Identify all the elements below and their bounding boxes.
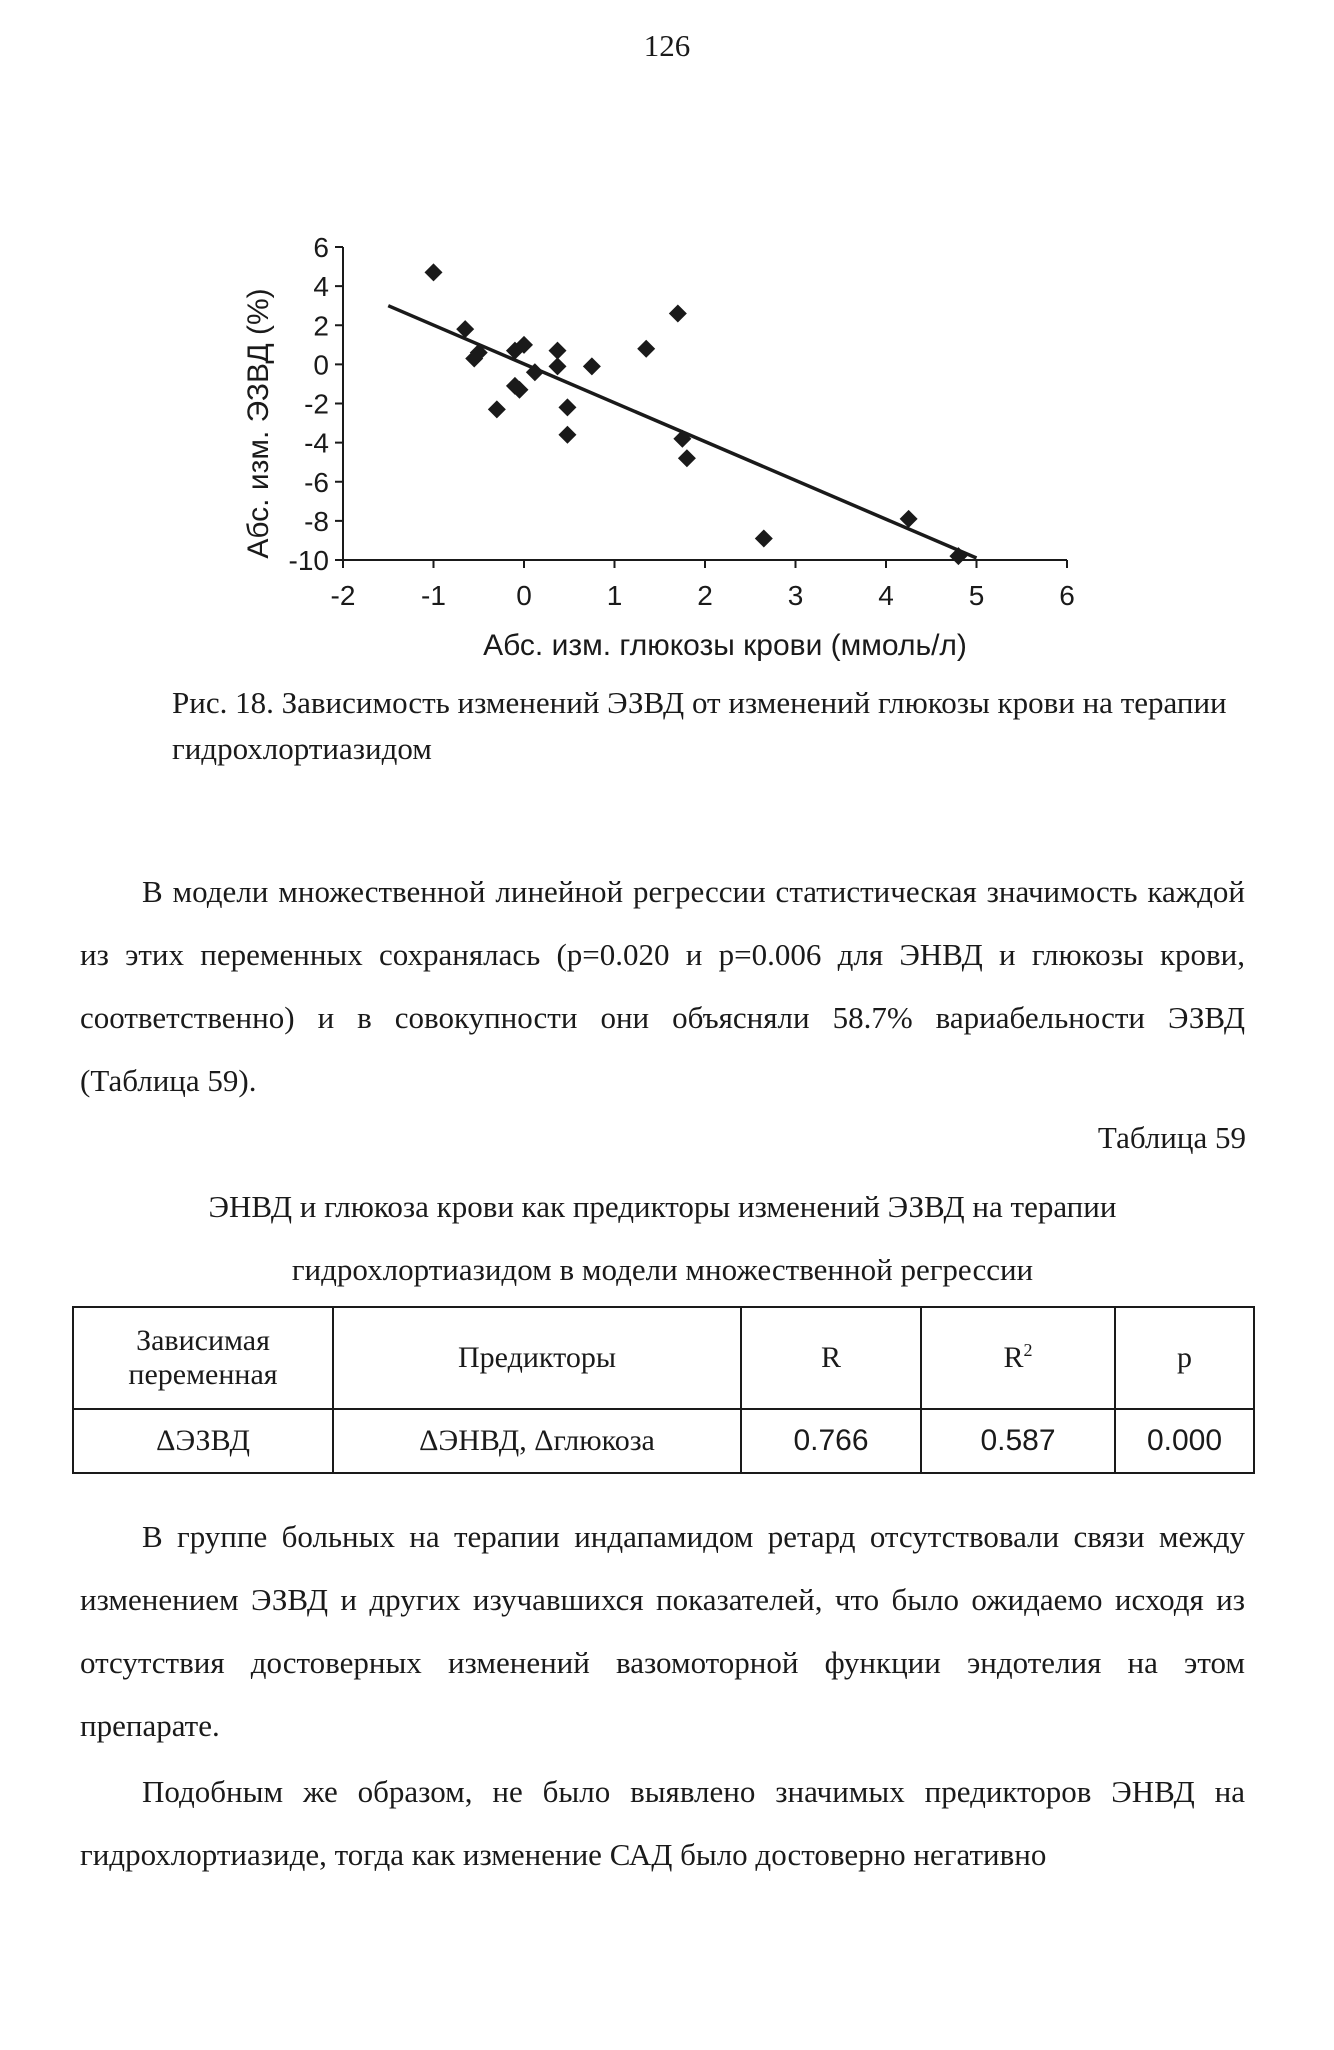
header-predictors: Предикторы — [333, 1307, 741, 1409]
y-tick-label: 2 — [313, 310, 329, 342]
y-tick-label: -8 — [304, 505, 329, 537]
y-tick-label: -6 — [304, 466, 329, 498]
data-point — [548, 357, 566, 375]
data-point — [637, 340, 655, 358]
y-tick-label: 6 — [313, 232, 329, 263]
paragraph-regression: В модели множественной линейной регрессии статистическая значимость каждой из этих переменных сохранялась (p=0.020 и p=0.006 для ЭНВД и глюкозы крови, соответственно) и в совокупности они объясняли 58.7% вариабельности ЭЗВД (Таблица 59). — [80, 874, 1245, 1098]
y-tick-label: -10 — [288, 545, 329, 576]
data-point — [669, 305, 687, 323]
cell-predictors: ΔЭНВД, Δглюкоза — [333, 1409, 741, 1473]
x-tick-label: 6 — [1059, 580, 1075, 611]
table-label: Таблица 59 — [1097, 1120, 1246, 1155]
cell-p: 0.000 — [1115, 1409, 1254, 1473]
y-tick-label: -4 — [304, 427, 329, 459]
x-axis-label: Абс. изм. глюкозы крови (ммоль/л) — [483, 629, 967, 662]
data-point — [755, 529, 773, 547]
x-tick-label: -2 — [330, 580, 356, 611]
figure-caption: Рис. 18. Зависимость изменений ЭЗВД от изменений глюкозы крови на терапии гидрохлортиазидом — [172, 685, 1227, 766]
x-tick-label: 5 — [968, 580, 985, 611]
table-header-row — [73, 1307, 1254, 1409]
table-row — [73, 1409, 1254, 1473]
y-tick-label: 4 — [313, 271, 329, 303]
x-tick-label: 0 — [516, 580, 532, 611]
y-tick-label: 0 — [313, 349, 329, 381]
results-table — [72, 1306, 1255, 1474]
data-point — [548, 342, 566, 360]
header-r2 — [921, 1307, 1115, 1409]
header-r2-base: R — [1003, 1341, 1024, 1374]
header-r2-sup: 2 — [1023, 1340, 1033, 1360]
x-tick-label: 4 — [878, 580, 894, 611]
paragraph-hydrochlorothiazide: Подобным же образом, не было выявлено значимых предикторов ЭНВД на гидрохлортиазиде, тогда как изменение САД было достоверно негативно — [80, 1774, 1245, 1872]
header-dependent: Зависимая переменная — [73, 1307, 333, 1409]
y-axis-label: Абс. изм. ЭЗВД (%) — [242, 288, 275, 559]
y-tick-label: -2 — [304, 388, 329, 420]
chart-axes — [335, 247, 1067, 568]
header-r: R — [741, 1307, 921, 1409]
cell-dependent: ΔЭЗВД — [73, 1409, 333, 1473]
data-point — [583, 357, 601, 375]
table-title: ЭНВД и глюкоза крови как предикторы изменений ЭЗВД на терапии гидрохлортиазидом в модели множественной регрессии — [208, 1189, 1117, 1287]
x-tick-label: 1 — [606, 580, 623, 611]
cell-r: 0.766 — [741, 1409, 921, 1473]
cell-r2: 0.587 — [921, 1409, 1115, 1473]
x-tick-label: -1 — [421, 580, 446, 611]
header-p: p — [1115, 1307, 1254, 1409]
data-point — [488, 400, 506, 418]
data-point — [949, 547, 967, 565]
page-number: 126 — [643, 28, 691, 63]
scatter-chart — [230, 225, 1110, 665]
x-tick-label: 2 — [697, 580, 713, 611]
data-point — [678, 449, 696, 467]
data-point — [558, 426, 576, 444]
paragraph-indapamide: В группе больных на терапии индапамидом ретард отсутствовали связи между изменением ЭЗВД и других изучавшихся показателей, что было ожидаемо исходя из отсутствия достоверных изменений вазомоторной функции эндотелия на этом препарате. — [80, 1519, 1245, 1743]
x-tick-label: 3 — [787, 580, 804, 611]
data-point — [425, 263, 443, 281]
data-point — [558, 398, 576, 416]
data-point — [673, 430, 691, 448]
